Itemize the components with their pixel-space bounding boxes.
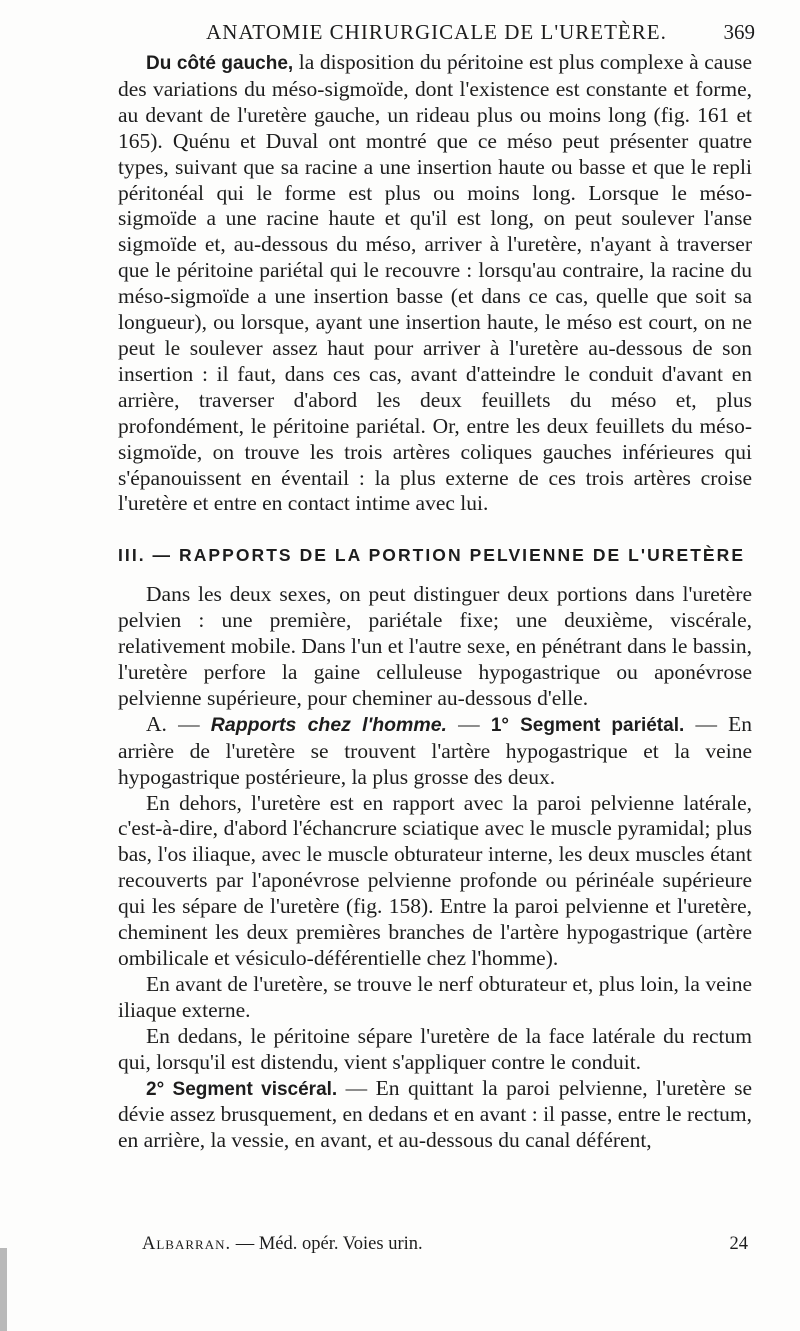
paragraph-left-side (118, 50, 752, 517)
page-header (118, 20, 755, 48)
dash: — (166, 711, 211, 736)
paragraph-en-dehors (118, 791, 752, 972)
paragraph-rapports-homme (118, 712, 752, 791)
paragraph-text: En dedans, le péritoine sépare l'uretère de la face latérale du rectum qui, lorsqu'il est distendu, vient s'appliquer contre le conduit. (118, 1023, 752, 1074)
section-heading: III. — RAPPORTS DE LA PORTION PELVIENNE DE L'URETÈRE (118, 545, 746, 566)
paragraph-text: En dehors, l'uretère est en rapport avec la paroi pelvienne latérale, c'est-à-dire, d'abord l'échancrure sciatique avec le muscle pyramidal; plus bas, l'os iliaque, avec le muscle obturateur interne, les deux muscles étant recouverts par l'aponévrose pelvienne profonde ou périnéale supérieure qui les sépare de l'uretère (fig. 158). Entre la paroi pelvienne et l'uretère, cheminent les deux premières branches de l'artère hypogastrique (artère ombilicale et vésiculo-déférentielle chez l'homme). (118, 790, 752, 970)
dash: — (337, 1075, 376, 1100)
footer-citation (142, 1234, 423, 1255)
paragraph-text: En quittant la paroi pelvienne, l'uretère se dévie assez brusquement, en dedans et en avant : il passe, entre le rectum, en arrière, la vessie, en avant, et au-dessous du canal déférent, (118, 1075, 753, 1153)
dash: — (684, 711, 729, 736)
paragraph-segment-visceral (118, 1076, 752, 1155)
running-title: ANATOMIE CHIRURGICALE DE L'URETÈRE. (206, 20, 667, 44)
page-number: 369 (723, 20, 755, 44)
paragraph-text: En avant de l'uretère, se trouve le nerf obturateur et, plus loin, la veine iliaque externe. (118, 971, 752, 1022)
page-footer (142, 1234, 748, 1260)
paragraph-lead: Du côté gauche, (146, 53, 294, 74)
paragraph-text: Dans les deux sexes, on peut distinguer deux portions dans l'uretère pelvien : une première, pariétale fixe; une deuxième, viscérale, relativement mobile. Dans l'un et l'autre sexe, en pénétrant dans le bassin, l'uretère perfore la gaine celluleuse hypogastrique ou aponévrose pelvienne supérieure, pour cheminer au-dessous d'elle. (118, 582, 752, 710)
page-body (118, 50, 752, 1154)
dash: — (446, 711, 491, 736)
paragraph-text: la disposition du péritoine est plus complexe à cause des variations du méso-sigmoïde, dont l'existence est constante et forme, au devant de l'uretère gauche, un rideau plus ou moins long (fig. 161 et 165). Quénu et Duval ont montré que ce méso peut présenter quatre types, suivant que sa racine a une insertion haute ou basse et que le repli péritonéal qui le forme est plus ou moins long. Lorsque le méso-sigmoïde a une racine haute et qu'il est long, on peut soulever l'anse sigmoïde et, au-dessous du méso, arriver à l'uretère, n'ayant à traverser que le péritoine pariétal qui le recouvre : lorsqu'au contraire, la racine du méso-sigmoïde a une insertion basse (et dans ce cas, quelle que soit sa longueur), ou lorsque, ayant une insertion haute, le méso est court, on ne peut le soulever assez haut pour arriver à l'uretère au-dessous de son insertion : il faut, dans ces cas, avant d'atteindre le conduit d'avant en arrière, traverser d'abord les deux feuillets du méso et, plus profondément, le péritoine pariétal. Or, entre les deux feuillets du méso-sigmoïde, on trouve les trois artères coliques gauches inférieures qui s'épanouissent en éventail : la plus externe de ces trois artères croise l'uretère et entre en contact intime avec lui. (118, 50, 752, 516)
subsection-letter: A. (146, 711, 167, 736)
footer-source: — Méd. opér. Voies urin. (231, 1234, 423, 1254)
paragraph-en-dedans (118, 1024, 752, 1076)
subsection-title: Rapports chez l'homme. (210, 713, 447, 736)
signature-mark: 24 (729, 1234, 748, 1254)
footer-author: Albarran. (142, 1234, 232, 1254)
paragraph-two-portions (118, 582, 752, 712)
paragraph-en-avant (118, 972, 752, 1024)
paragraph-text: En arrière de l'uretère se trouvent l'artère hypogastrique et la veine hypogastrique postérieure, la plus grosse des deux. (118, 711, 753, 789)
binding-edge (0, 1248, 7, 1331)
segment-title: 1° Segment pariétal. (490, 714, 685, 736)
segment-title: 2° Segment viscéral. (146, 1078, 338, 1100)
